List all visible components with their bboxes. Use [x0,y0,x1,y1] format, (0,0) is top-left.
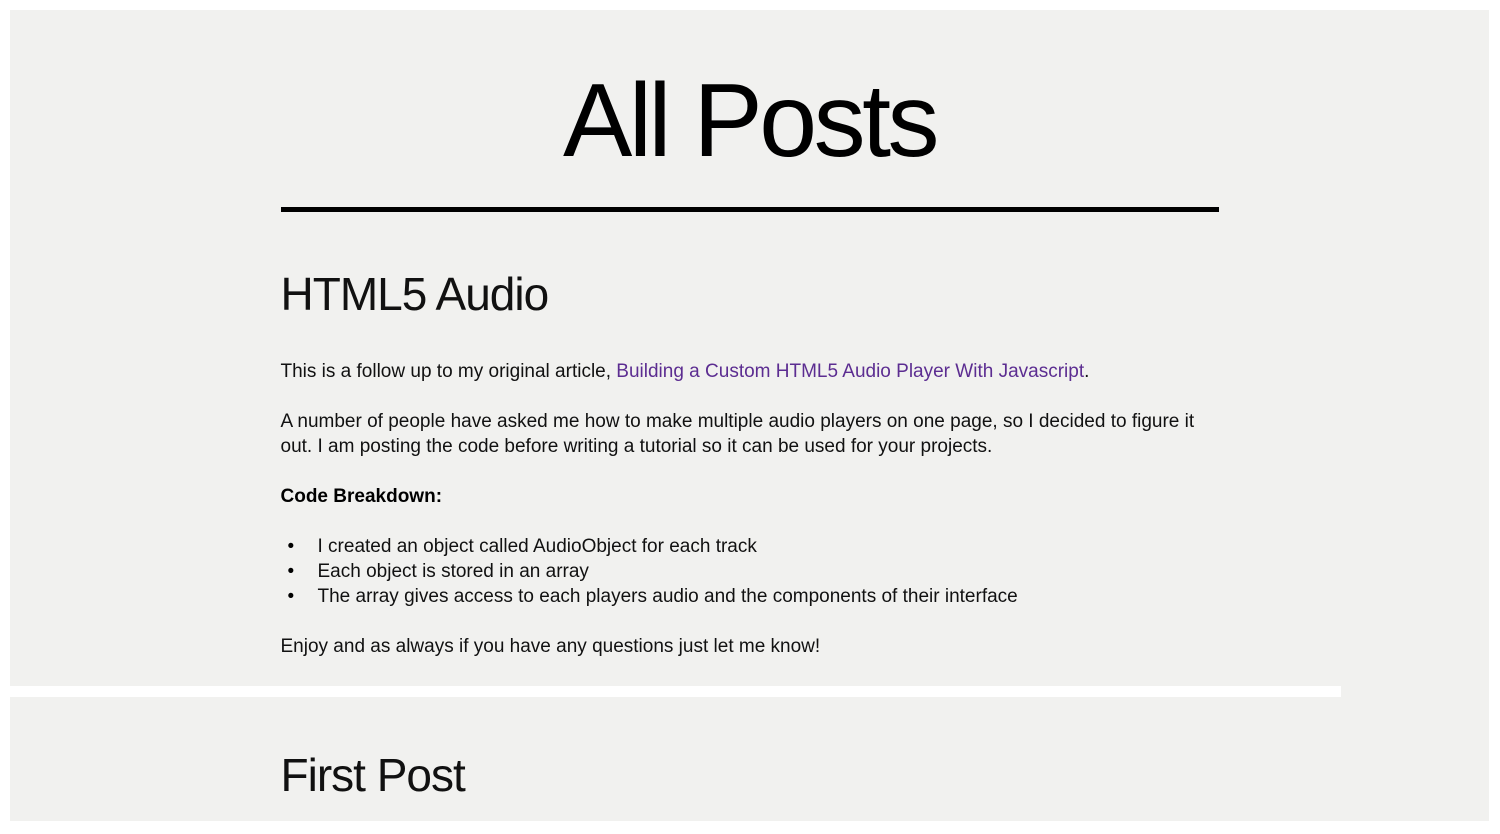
intro-suffix-text: . [1084,360,1090,382]
post-title-link[interactable]: First Post [280,748,465,801]
list-item: • Each object is stored in an array [281,559,1219,584]
post-title-first-post[interactable] [281,748,1219,803]
post-separator [10,686,1341,697]
post-outro-paragraph: Enjoy and as always if you have any questions just let me know! [280,635,821,657]
post-preview-first-post [281,748,1219,803]
title-divider [281,207,1219,212]
list-item: • I created an object called AudioObject for each track [281,534,1219,559]
post-title-link[interactable]: HTML5 Audio [280,267,549,320]
posts-section-background [10,10,1489,821]
post-title-html5-audio[interactable] [281,267,1219,322]
intro-prefix-text: This is a follow up to my original article, [280,360,617,382]
post-intro-paragraph [281,359,1219,384]
post-body-paragraph: A number of people have asked me how to make multiple audio players on one page, so I decided to figure it out. I am posting the code before writing a tutorial so it can be used for your projects. [280,410,1195,457]
page-title: All Posts [562,63,937,179]
code-breakdown-heading [281,484,1219,509]
original-article-link[interactable]: Building a Custom HTML5 Audio Player With Javascript [616,360,1085,382]
post-preview-html5-audio [281,267,1219,659]
list-item: • The array gives access to each players audio and the components of their interface [281,584,1219,609]
code-breakdown-list [281,534,1219,609]
code-breakdown-label: Code Breakdown: [280,485,443,507]
